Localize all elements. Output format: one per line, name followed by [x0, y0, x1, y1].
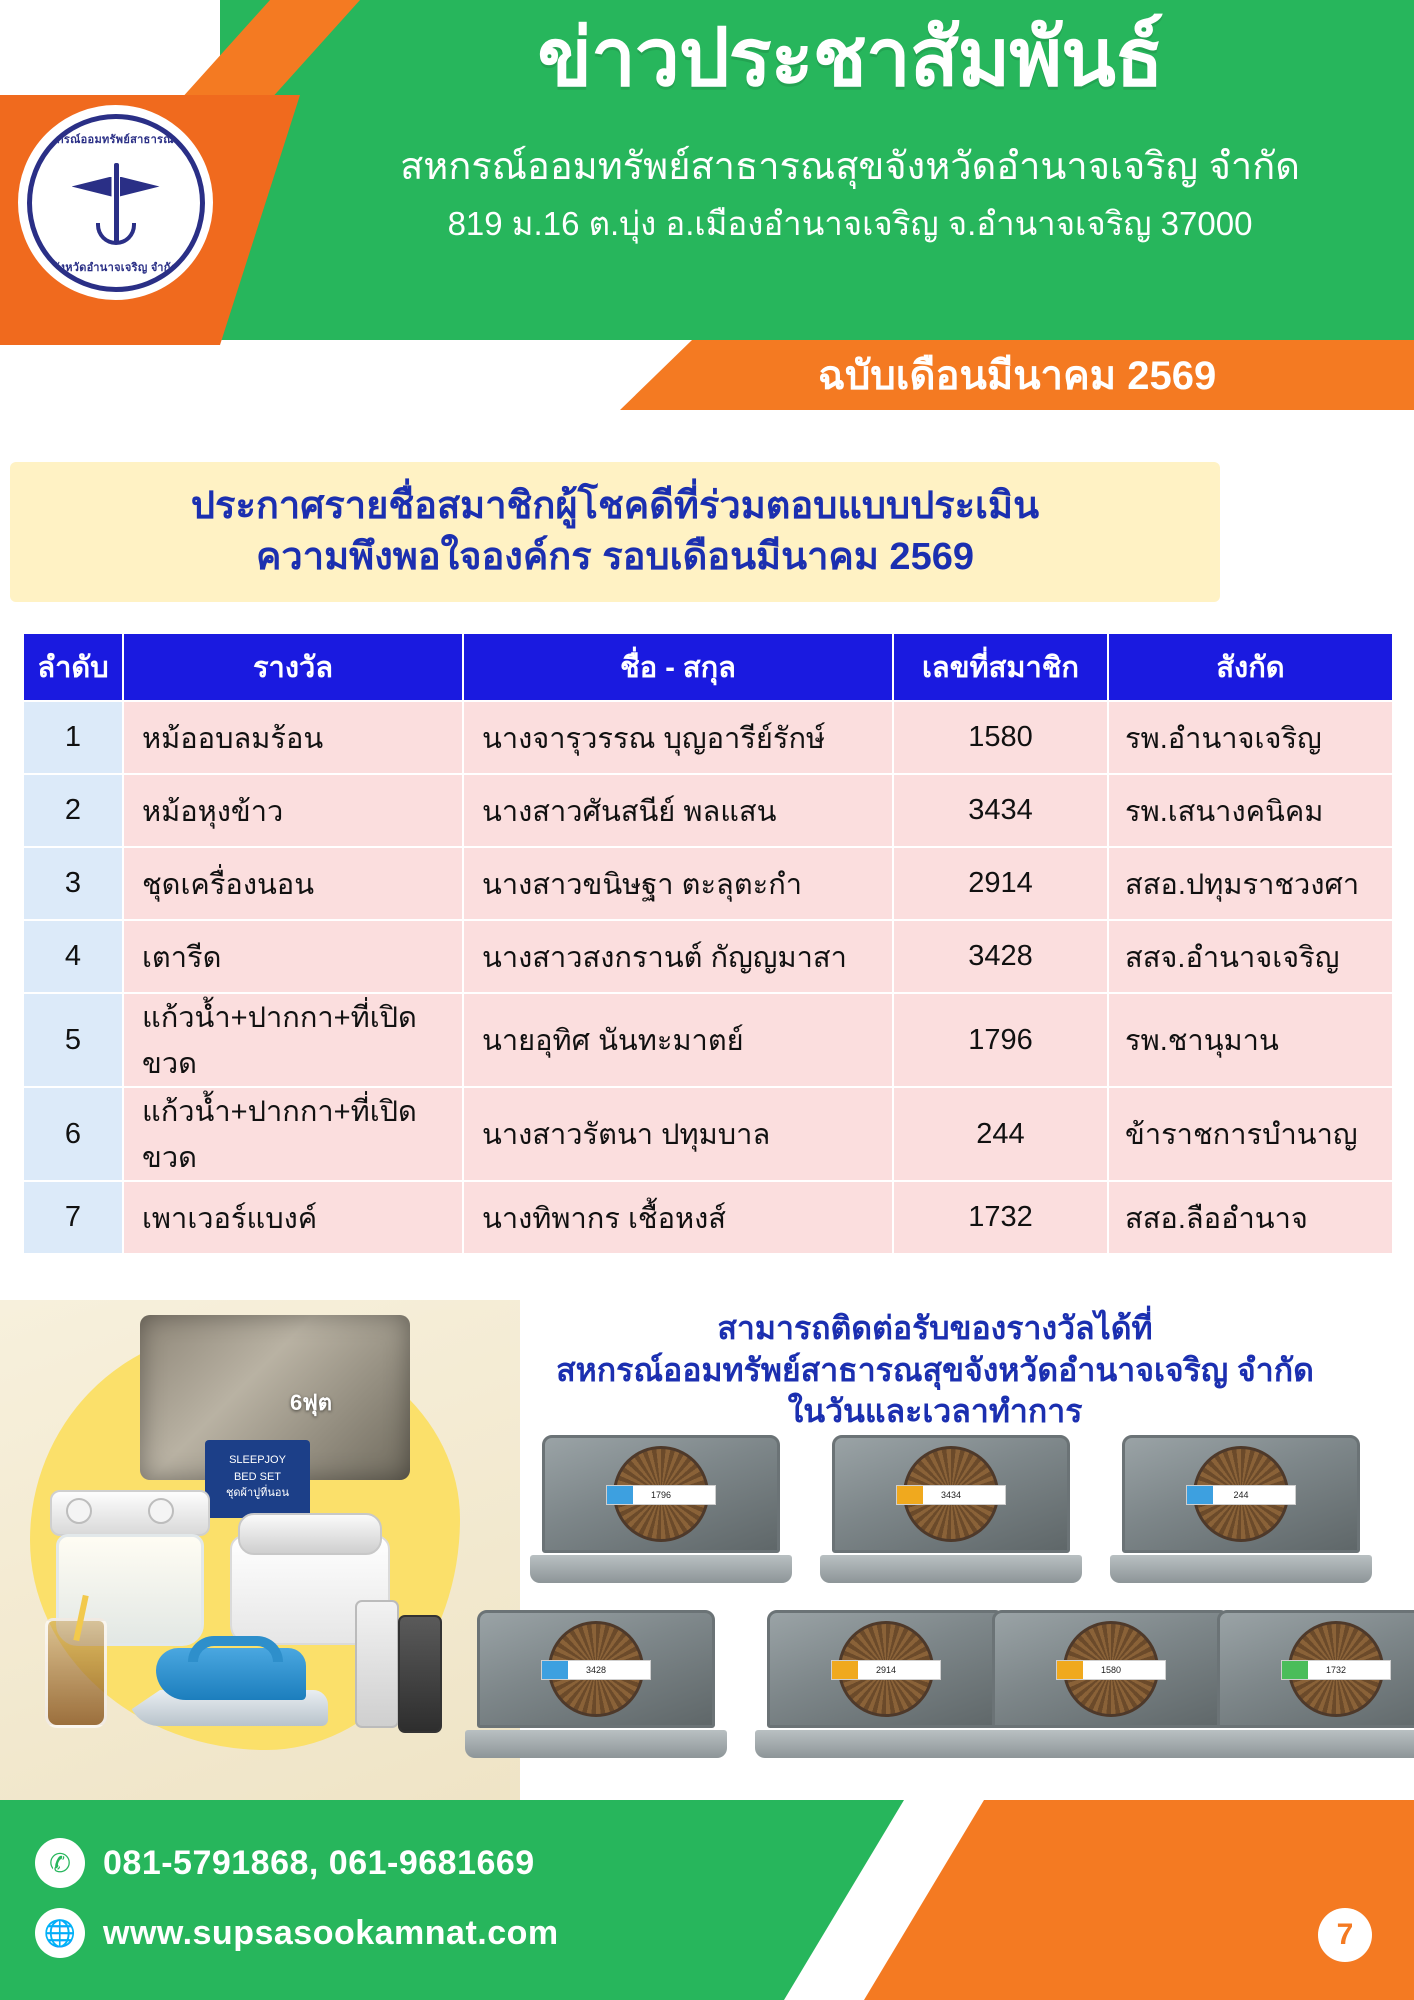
caduceus-icon	[70, 157, 162, 249]
header-name: ชื่อ - สกุล	[463, 633, 893, 701]
cell-name: นางสาวสงกรานต์ กัญญมาสา	[463, 920, 893, 993]
announcement-title-line-1: ประกาศรายชื่อสมาชิกผู้โชคดีที่ร่วมตอบแบบประเมิน	[190, 484, 1040, 527]
photo-ticket-label	[1186, 1485, 1296, 1505]
globe-icon: 🌐	[35, 1908, 85, 1958]
power-bank-image-black	[398, 1615, 442, 1733]
table-row	[23, 774, 1393, 847]
photo-ticket-label	[831, 1660, 941, 1680]
air-fryer-knob-left	[66, 1498, 92, 1524]
winners-table	[22, 632, 1394, 1255]
organization-name: สหกรณ์ออมทรัพย์สาธารณสุขจังหวัดอำนาจเจริญ จำกัด	[400, 146, 1300, 188]
bedset-brand-text: SLEEPJOY	[229, 1454, 286, 1466]
cell-department: สสอ.ปทุมราชวงศา	[1108, 847, 1393, 920]
cell-department: ข้าราชการบำนาญ	[1108, 1087, 1393, 1181]
cell-department: รพ.เสนางคนิคม	[1108, 774, 1393, 847]
organization-address: 819 ม.16 ต.บุ่ง อ.เมืองอำนาจเจริญ จ.อำนาจเจริญ 37000	[447, 205, 1253, 242]
cell-name: นางสาวขนิษฐา ตะลุตะกำ	[463, 847, 893, 920]
cell-name: นางทิพากร เชื้อหงส์	[463, 1181, 893, 1254]
cell-no: 6	[23, 1087, 123, 1181]
bedset-size-text: 6ฟุต	[290, 1390, 333, 1415]
footer-phone-row	[35, 1838, 535, 1888]
page-header	[0, 0, 1414, 345]
announcement-title-box	[10, 462, 1220, 602]
page-number-badge: 7	[1318, 1908, 1372, 1962]
footer-website-text[interactable]: www.supsasookamnat.com	[103, 1913, 559, 1952]
ticket-color-bar	[1057, 1661, 1083, 1679]
table-row	[23, 701, 1393, 774]
bedset-label-line-2: ชุดผ้าปูที่นอน	[225, 1487, 290, 1499]
phone-icon: ✆	[35, 1838, 85, 1888]
cell-member-no: 244	[893, 1087, 1108, 1181]
cell-prize: หม้ออบลมร้อน	[123, 701, 463, 774]
table-row	[23, 993, 1393, 1087]
ticket-color-bar	[897, 1486, 923, 1504]
footer-phone-text: 081-5791868, 061-9681669	[103, 1843, 535, 1882]
winner-photo-grid	[530, 1435, 1400, 1785]
bedset-size-label	[290, 1385, 332, 1420]
cell-department: สสอ.ลืออำนาจ	[1108, 1181, 1393, 1254]
ticket-number: 1580	[1100, 1665, 1122, 1676]
ticket-color-bar	[607, 1486, 633, 1504]
logo-top-text: สหกรณ์ออมทรัพย์สาธารณสุข	[42, 133, 189, 146]
cell-name: นางสาวรัตนา ปทุมบาล	[463, 1087, 893, 1181]
prize-photo-panel	[0, 1300, 520, 1800]
cell-member-no: 2914	[893, 847, 1108, 920]
table-row	[23, 847, 1393, 920]
ticket-number: 3434	[940, 1490, 962, 1501]
ticket-color-bar	[1282, 1661, 1308, 1679]
cell-prize: เตารีด	[123, 920, 463, 993]
winner-photo	[1205, 1610, 1414, 1758]
cell-department: รพ.อำนาจเจริญ	[1108, 701, 1393, 774]
logo-inner-ring	[27, 114, 205, 292]
iron-image	[128, 1630, 328, 1740]
ticket-color-bar	[1187, 1486, 1213, 1504]
logo-bottom-text: จังหวัดอำนาจเจริญ จำกัด	[52, 261, 179, 274]
photo-ticket-label	[606, 1485, 716, 1505]
photo-ticket-label	[896, 1485, 1006, 1505]
table-row	[23, 1181, 1393, 1254]
winner-photo	[980, 1610, 1242, 1758]
contact-line-2: สหกรณ์ออมทรัพย์สาธารณสุขจังหวัดอำนาจเจริญ จำกัด	[556, 1351, 1314, 1388]
cooperative-logo	[18, 105, 213, 300]
cell-no: 7	[23, 1181, 123, 1254]
contact-line-3: ในวันและเวลาทำการ	[787, 1393, 1083, 1430]
cell-name: นางสาวศันสนีย์ พลแสน	[463, 774, 893, 847]
table-header-row	[23, 633, 1393, 701]
ticket-number: 2914	[875, 1665, 897, 1676]
cell-name: นางจารุวรรณ บุญอารีย์รักษ์	[463, 701, 893, 774]
ticket-number: 1796	[650, 1490, 672, 1501]
cell-no: 5	[23, 993, 123, 1087]
page-title: ข่าวประชาสัมพันธ์	[537, 13, 1163, 102]
photo-ticket-label	[541, 1660, 651, 1680]
cell-no: 3	[23, 847, 123, 920]
ticket-color-bar	[832, 1661, 858, 1679]
header-member-no: เลขที่สมาชิก	[893, 633, 1108, 701]
issue-label: ฉบับเดือนมีนาคม 2569	[817, 354, 1217, 398]
cell-no: 1	[23, 701, 123, 774]
winner-photo	[755, 1610, 1017, 1758]
contact-instructions	[470, 1308, 1400, 1433]
cell-member-no: 1732	[893, 1181, 1108, 1254]
winner-photo	[1110, 1435, 1372, 1583]
contact-line-1: สามารถติดต่อรับของรางวัลได้ที่	[717, 1310, 1153, 1346]
cell-prize: แก้วน้ำ+ปากกา+ที่เปิดขวด	[123, 1087, 463, 1181]
tumbler-glass-image	[45, 1618, 107, 1728]
cell-prize: ชุดเครื่องนอน	[123, 847, 463, 920]
photo-ticket-label	[1281, 1660, 1391, 1680]
cell-name: นายอุทิศ นันทะมาตย์	[463, 993, 893, 1087]
cell-member-no: 3434	[893, 774, 1108, 847]
winner-photo	[465, 1610, 727, 1758]
cell-member-no: 3428	[893, 920, 1108, 993]
power-bank-image-white	[355, 1600, 399, 1728]
photo-ticket-label	[1056, 1660, 1166, 1680]
air-fryer-knob-right	[148, 1498, 174, 1524]
winner-photo	[820, 1435, 1082, 1583]
ticket-number: 3428	[585, 1665, 607, 1676]
media-area	[0, 1300, 1414, 1800]
table-row	[23, 920, 1393, 993]
cell-department: รพ.ชานุมาน	[1108, 993, 1393, 1087]
header-prize: รางวัล	[123, 633, 463, 701]
winners-table-wrap	[22, 632, 1392, 1255]
ticket-color-bar	[542, 1661, 568, 1679]
footer-website-row[interactable]	[35, 1908, 559, 1958]
cell-prize: เพาเวอร์แบงค์	[123, 1181, 463, 1254]
winner-photo	[530, 1435, 792, 1583]
ticket-number: 244	[1233, 1490, 1249, 1501]
ticket-number: 1732	[1325, 1665, 1347, 1676]
header-department: สังกัด	[1108, 633, 1393, 701]
cell-department: สสจ.อำนาจเจริญ	[1108, 920, 1393, 993]
cell-no: 2	[23, 774, 123, 847]
announcement-title-line-2: ความพึงพอใจองค์กร รอบเดือนมีนาคม 2569	[256, 536, 974, 578]
page-footer	[0, 1800, 1414, 2000]
cell-member-no: 1580	[893, 701, 1108, 774]
header-no: ลำดับ	[23, 633, 123, 701]
cell-member-no: 1796	[893, 993, 1108, 1087]
cell-prize: แก้วน้ำ+ปากกา+ที่เปิดขวด	[123, 993, 463, 1087]
bedset-label-line-1: BED SET	[233, 1470, 282, 1483]
table-row	[23, 1087, 1393, 1181]
cell-prize: หม้อหุงข้าว	[123, 774, 463, 847]
cell-no: 4	[23, 920, 123, 993]
